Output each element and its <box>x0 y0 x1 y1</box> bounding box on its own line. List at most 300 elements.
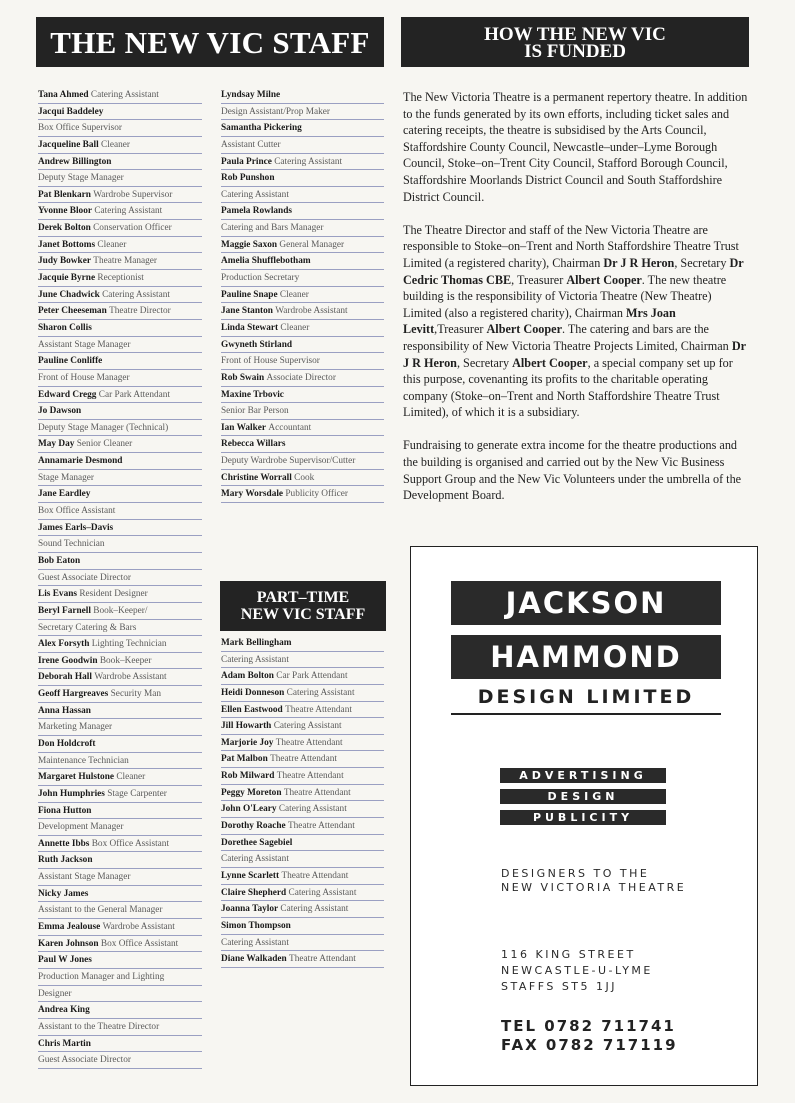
staff-name: Ian Walker <box>221 422 267 433</box>
funding-text-segment: The Theatre Director and staff of the New Victoria Theatre are responsible to Stoke–on–Trent and North Staffordshire Theatre Trust Limited (a registered charity), Chairman <box>403 222 739 270</box>
staff-row <box>221 635 384 652</box>
staff-entry <box>38 553 202 586</box>
staff-entry <box>221 203 384 236</box>
staff-name: Don Holdcroft <box>38 738 96 749</box>
funding-officer-name: Dr Cedric Thomas CBE <box>403 255 744 287</box>
staff-row <box>221 735 384 752</box>
staff-role: Resident Designer <box>79 589 148 600</box>
staff-entry <box>38 387 202 404</box>
staff-role: Catering Assistant <box>288 887 357 898</box>
funding-officer-name: Albert Cooper <box>566 272 642 287</box>
staff-row <box>38 486 202 503</box>
staff-role: General Manager <box>279 239 345 250</box>
staff-row <box>38 736 202 753</box>
staff-entry <box>221 470 384 487</box>
staff-entry <box>221 801 384 818</box>
staff-row <box>38 104 202 121</box>
staff-row <box>38 436 202 453</box>
funding-paragraph-3: Fundraising to generate extra income for the theatre productions and the building is organised and carried out by the New Vic Business Support Group and the New Vic Volunteers under the umbrella of the Development Board. <box>403 438 742 503</box>
parttime-heading-line2: NEW VIC STAFF <box>240 606 366 623</box>
staff-entry <box>221 668 384 685</box>
staff-role: Car Park Attendant <box>276 671 348 682</box>
staff-name: Andrea King <box>38 1005 90 1016</box>
staff-role: Marketing Manager <box>38 722 113 733</box>
staff-name: Beryl Farnell <box>38 605 91 616</box>
staff-row <box>38 719 202 736</box>
staff-name: Nicky James <box>38 888 89 899</box>
staff-name: Annette Ibbs <box>38 838 90 849</box>
staff-row <box>38 520 202 537</box>
ad-address-line1: 116 KING STREET <box>501 948 636 961</box>
staff-row <box>38 603 202 620</box>
staff-name: Joanna Taylor <box>221 904 279 915</box>
staff-entry <box>38 253 202 270</box>
staff-role: Theatre Attendant <box>283 787 351 798</box>
staff-name: Yvonne Bloor <box>38 206 92 217</box>
staff-row <box>38 536 202 553</box>
staff-role: Catering Assistant <box>94 206 163 217</box>
staff-row <box>221 801 384 818</box>
staff-entry <box>221 702 384 719</box>
staff-name: Christine Worrall <box>221 472 292 483</box>
staff-role: Book–Keeper <box>99 655 152 666</box>
staff-row <box>221 685 384 702</box>
parttime-heading <box>220 581 386 631</box>
staff-entry <box>38 586 202 603</box>
staff-name: Rob Swain <box>221 372 265 383</box>
funding-text-segment: . The catering and bars are the responsibility of New Victoria Theatre Projects Limited, Chairman <box>403 322 732 353</box>
staff-name: June Chadwick <box>38 289 100 300</box>
staff-entry <box>221 818 384 835</box>
staff-row <box>221 337 384 354</box>
staff-name: Tana Ahmed <box>38 90 89 100</box>
staff-role: Wardrobe Assistant <box>102 922 175 933</box>
staff-name: Annamarie Desmond <box>38 456 123 467</box>
staff-row <box>38 669 202 686</box>
staff-name: Karen Johnson <box>38 938 99 949</box>
staff-entry <box>38 303 202 320</box>
staff-role: Catering Assistant <box>221 654 289 665</box>
staff-role: Wardrobe Assistant <box>275 306 348 317</box>
staff-name: Margaret Hulstone <box>38 772 114 783</box>
staff-entry <box>38 486 202 519</box>
staff-name: John Humphries <box>38 788 105 799</box>
staff-row <box>221 951 384 968</box>
ad-divider <box>451 713 721 715</box>
staff-row <box>38 769 202 786</box>
staff-name: Derek Bolton <box>38 223 91 234</box>
staff-role: Production Secretary <box>221 273 300 284</box>
staff-role: Stage Manager <box>38 472 95 483</box>
staff-role: Front of House Manager <box>38 372 130 383</box>
staff-role: Theatre Attendant <box>281 870 349 881</box>
staff-entry <box>221 835 384 868</box>
staff-row <box>221 237 384 254</box>
staff-row <box>38 1036 202 1053</box>
staff-row <box>38 137 202 154</box>
staff-role: Guest Associate Director <box>38 1055 131 1066</box>
staff-role: Deputy Stage Manager (Technical) <box>38 422 169 433</box>
staff-entry <box>38 237 202 254</box>
staff-row <box>38 470 202 487</box>
staff-entry <box>221 154 384 171</box>
staff-row <box>221 486 384 503</box>
staff-entry <box>38 952 202 1002</box>
staff-name: Rob Milward <box>221 771 275 782</box>
staff-name: Rob Punshon <box>221 173 275 184</box>
staff-role: Catering Assistant <box>274 156 343 167</box>
funding-heading-line1: HOW THE NEW VIC <box>484 24 666 45</box>
staff-row <box>221 187 384 204</box>
staff-role: Cleaner <box>280 322 310 333</box>
staff-entry <box>38 1036 202 1069</box>
staff-row <box>221 785 384 802</box>
staff-row <box>221 154 384 171</box>
staff-entry <box>38 104 202 137</box>
staff-name: James Earls–Davis <box>38 522 114 533</box>
staff-role: Publicity Officer <box>285 489 348 500</box>
funding-paragraph-2 <box>403 222 749 421</box>
staff-entry <box>38 686 202 703</box>
staff-entry <box>221 735 384 752</box>
ad-service-advertising: ADVERTISING <box>500 768 666 783</box>
staff-role: Guest Associate Director <box>38 572 131 583</box>
staff-row <box>221 387 384 404</box>
funding-text-segment: , Treasurer <box>511 272 567 287</box>
staff-name: Deborah Hall <box>38 672 92 683</box>
staff-entry <box>221 635 384 668</box>
staff-entry <box>221 901 384 918</box>
staff-name: Paula Prince <box>221 156 272 167</box>
staff-entry <box>38 87 202 104</box>
staff-role: Catering Assistant <box>221 937 289 948</box>
staff-entry <box>38 852 202 885</box>
staff-row <box>38 420 202 437</box>
funding-officer-name: Dr J R Heron <box>603 255 675 270</box>
staff-row <box>221 768 384 785</box>
staff-row <box>221 353 384 370</box>
staff-entry <box>221 751 384 768</box>
staff-row <box>38 636 202 653</box>
staff-name: Dorothy Roache <box>221 821 286 832</box>
funding-text-segment: , Secretary <box>674 255 730 270</box>
staff-role: Catering Assistant <box>221 854 289 865</box>
staff-role: Theatre Attendant <box>275 737 343 748</box>
staff-entry <box>38 886 202 919</box>
staff-entry <box>221 486 384 503</box>
staff-role: Sound Technician <box>38 539 105 550</box>
staff-row <box>221 901 384 918</box>
staff-row <box>38 1002 202 1019</box>
staff-name: Paul W Jones <box>38 955 92 966</box>
staff-row <box>221 652 384 669</box>
staff-row <box>221 885 384 902</box>
ad-logo-hammond: HAMMOND <box>451 635 721 679</box>
staff-row <box>221 851 384 868</box>
staff-name: Ruth Jackson <box>38 855 93 866</box>
staff-name: Linda Stewart <box>221 322 279 333</box>
staff-entry <box>221 120 384 153</box>
staff-row <box>38 503 202 520</box>
staff-name: Peggy Moreton <box>221 787 282 798</box>
staff-name: Sharon Collis <box>38 322 92 333</box>
staff-role: Associate Director <box>266 372 336 383</box>
staff-row <box>221 935 384 952</box>
staff-role: Cleaner <box>101 139 130 150</box>
staff-row <box>38 154 202 171</box>
staff-role: Wardrobe Supervisor <box>93 189 173 200</box>
staff-role: Receptionist <box>97 273 144 284</box>
ad-address-line2: NEWCASTLE-U-LYME <box>501 964 653 977</box>
staff-role: Theatre Attendant <box>287 821 355 832</box>
staff-role: Security Man <box>110 689 161 700</box>
staff-entry <box>38 203 202 220</box>
staff-name: Rebecca Willars <box>221 439 286 450</box>
staff-row <box>38 586 202 603</box>
staff-name: Adam Bolton <box>221 671 274 682</box>
staff-name: Edward Cregg <box>38 389 97 400</box>
ad-service-design: DESIGN <box>500 789 666 804</box>
staff-row <box>221 818 384 835</box>
staff-role: Theatre Manager <box>93 256 158 267</box>
ad-design-limited: DESIGN LIMITED <box>477 686 695 708</box>
staff-entry <box>221 951 384 968</box>
staff-row <box>38 170 202 187</box>
parttime-heading-line1: PART–TIME <box>256 589 350 606</box>
staff-name: Emma Jealouse <box>38 922 101 933</box>
staff-row <box>38 852 202 869</box>
staff-row <box>38 387 202 404</box>
staff-role: Box Office Supervisor <box>38 123 123 134</box>
staff-entry <box>221 768 384 785</box>
funding-text-segment: , Secretary <box>456 355 513 370</box>
staff-role: Catering and Bars Manager <box>221 223 324 234</box>
staff-name: Lis Evans <box>38 589 78 600</box>
staff-role: Cleaner <box>116 772 146 783</box>
staff-role: Theatre Attendant <box>270 754 337 765</box>
staff-entry <box>38 453 202 486</box>
staff-row <box>221 137 384 154</box>
staff-name: Mark Bellingham <box>221 638 292 648</box>
staff-row <box>38 703 202 720</box>
staff-entry <box>221 685 384 702</box>
staff-name: Jill Howarth <box>221 721 272 732</box>
staff-name: Peter Cheeseman <box>38 306 107 317</box>
staff-role: Production Manager and Lighting <box>38 971 165 982</box>
staff-row <box>38 270 202 287</box>
staff-role: Assistant Stage Manager <box>38 872 131 883</box>
staff-name: Pat Blenkarn <box>38 189 91 200</box>
staff-name: Diane Walkaden <box>221 954 287 965</box>
staff-entry <box>38 736 202 769</box>
staff-role: Maintenance Technician <box>38 755 129 766</box>
staff-entry <box>221 885 384 902</box>
staff-name: Jacqueline Ball <box>38 139 99 150</box>
staff-role: Assistant Cutter <box>221 139 281 150</box>
staff-row <box>38 936 202 953</box>
staff-row <box>221 303 384 320</box>
staff-entry <box>221 420 384 437</box>
staff-entry <box>38 936 202 953</box>
staff-role: Book–Keeper/ <box>93 605 148 616</box>
staff-role: Catering Assistant <box>286 687 355 698</box>
staff-row <box>38 902 202 919</box>
staff-row <box>38 220 202 237</box>
ad-service-publicity: PUBLICITY <box>500 810 666 825</box>
staff-entry <box>221 337 384 370</box>
staff-role: Cleaner <box>97 239 127 250</box>
staff-entry <box>38 836 202 853</box>
funding-text <box>403 89 749 520</box>
staff-row <box>38 653 202 670</box>
staff-row <box>221 120 384 137</box>
staff-name: Irene Goodwin <box>38 655 98 666</box>
staff-row <box>38 570 202 587</box>
staff-row <box>38 753 202 770</box>
staff-name: Bob Eaton <box>38 555 81 566</box>
funding-heading-line2: IS FUNDED <box>524 41 626 62</box>
staff-row <box>38 786 202 803</box>
staff-role: Senior Bar Person <box>221 406 289 417</box>
staff-row <box>38 337 202 354</box>
staff-name: Pat Malbon <box>221 754 268 765</box>
staff-role: Development Manager <box>38 822 124 833</box>
staff-entry <box>221 170 384 203</box>
staff-name: Claire Shepherd <box>221 887 287 898</box>
staff-row <box>38 237 202 254</box>
staff-role: Catering Assistant <box>278 804 347 815</box>
staff-row <box>221 87 384 104</box>
staff-entry <box>38 769 202 786</box>
staff-row <box>38 370 202 387</box>
staff-role: Catering Assistant <box>273 721 342 732</box>
staff-row <box>221 170 384 187</box>
staff-name: Lyndsay Milne <box>221 90 281 100</box>
staff-role: Car Park Attendant <box>98 389 171 400</box>
ad-fax: FAX 0782 717119 <box>501 1036 678 1054</box>
staff-role: Catering Assistant <box>102 289 170 300</box>
staff-row <box>38 453 202 470</box>
staff-row <box>38 620 202 637</box>
staff-role: Box Office Assistant <box>91 838 170 849</box>
staff-name: Heidi Donneson <box>221 687 285 698</box>
staff-row <box>38 686 202 703</box>
staff-entry <box>38 353 202 386</box>
staff-row <box>221 220 384 237</box>
staff-row <box>38 403 202 420</box>
staff-row <box>38 836 202 853</box>
staff-entry <box>38 436 202 453</box>
staff-row <box>221 253 384 270</box>
staff-row <box>221 702 384 719</box>
staff-name: Fiona Hutton <box>38 805 92 816</box>
staff-name: Alex Forsyth <box>38 639 90 650</box>
staff-role: Theatre Attendant <box>276 771 344 782</box>
staff-name: Mary Worsdale <box>221 489 284 500</box>
staff-name: Marjorie Joy <box>221 737 274 748</box>
staff-name: Lynne Scarlett <box>221 870 280 881</box>
ad-logo-jackson: JACKSON <box>451 581 721 625</box>
staff-entry <box>38 653 202 670</box>
staff-entry <box>38 320 202 353</box>
staff-name: Janet Bottoms <box>38 239 96 250</box>
staff-row <box>38 287 202 304</box>
staff-role: Deputy Stage Manager <box>38 173 124 184</box>
staff-role-continued: Designer <box>38 988 72 999</box>
parttime-staff-list <box>221 635 384 968</box>
staff-name: Pamela Rowlands <box>221 206 293 217</box>
staff-name: Maxine Trbovic <box>221 389 284 400</box>
staff-role: Catering Assistant <box>280 904 349 915</box>
staff-row <box>221 320 384 337</box>
funding-text-segment: . The new theatre building is the responsibility of Victoria Theatre (New Theatre) Limited (also a registered charity), Chairman <box>403 272 727 320</box>
staff-entry <box>38 636 202 653</box>
ad-designers-line1: DESIGNERS TO THE <box>501 867 650 880</box>
staff-name: Ellen Eastwood <box>221 704 283 715</box>
jackson-hammond-advert <box>410 546 758 1086</box>
staff-name: Chris Martin <box>38 1038 91 1049</box>
staff-name: Simon Thompson <box>221 920 291 931</box>
staff-role: Cleaner <box>279 289 309 300</box>
staff-name: Geoff Hargreaves <box>38 689 109 700</box>
funding-officer-name: Mrs Joan Levitt <box>403 305 676 337</box>
staff-role: Accountant <box>268 422 312 433</box>
staff-row <box>221 718 384 735</box>
staff-entry <box>38 669 202 686</box>
staff-entry <box>221 785 384 802</box>
staff-entry <box>221 253 384 286</box>
staff-entry <box>38 520 202 553</box>
staff-row <box>38 869 202 886</box>
staff-list-col2 <box>221 87 384 503</box>
staff-entry <box>38 703 202 736</box>
staff-row <box>38 819 202 836</box>
staff-entry <box>38 220 202 237</box>
staff-row <box>221 287 384 304</box>
staff-row <box>221 203 384 220</box>
staff-role: Front of House Supervisor <box>221 356 320 367</box>
staff-entry <box>38 187 202 204</box>
staff-name: Dorethee Sagebiel <box>221 837 293 848</box>
staff-name: Maggie Saxon <box>221 239 278 250</box>
staff-role: Senior Cleaner <box>76 439 133 450</box>
staff-row <box>221 436 384 453</box>
funding-officer-name: Albert Cooper <box>512 355 588 370</box>
staff-role: Stage Carpenter <box>107 788 167 799</box>
staff-role: Assistant Stage Manager <box>38 339 131 350</box>
staff-list-col1 <box>38 87 202 1069</box>
staff-name: Jo Dawson <box>38 406 82 417</box>
staff-heading: THE NEW VIC STAFF <box>36 17 384 67</box>
staff-row <box>221 403 384 420</box>
staff-row <box>221 104 384 121</box>
staff-name: Andrew Billington <box>38 156 112 167</box>
staff-row <box>38 87 202 104</box>
funding-paragraph-1: The New Victoria Theatre is a permanent repertory theatre. In addition to the funds generated by its own efforts, including ticket sales and catering receipts, the theatre is subsidised by the Arts Council, Staffordshire County Council, Newcastle–under–Lyme Borough Council, Stoke–on–Trent City Council, Stafford Borough Council, Staffordshire Moorlands District Council and South Staffordshire District Council. <box>403 90 748 204</box>
staff-entry <box>221 370 384 387</box>
staff-row <box>221 420 384 437</box>
staff-role: Wardrobe Assistant <box>94 672 167 683</box>
staff-entry <box>38 403 202 436</box>
staff-entry <box>221 918 384 951</box>
funding-officer-name: Dr J R Heron <box>403 338 746 370</box>
funding-text-segment: , a special company set up for this purpose, covenanting its profits to the charitable operating company (Stoke–on–Trent and North Staffordshire Theatre Trust Limited), of which it is a subsidiary. <box>403 355 733 420</box>
staff-role: Conservation Officer <box>93 223 172 234</box>
staff-role: Deputy Wardrobe Supervisor/Cutter <box>221 456 356 467</box>
staff-row <box>38 353 202 370</box>
staff-name: Anna Hassan <box>38 705 91 716</box>
ad-address-line3: STAFFS ST5 1JJ <box>501 980 617 993</box>
